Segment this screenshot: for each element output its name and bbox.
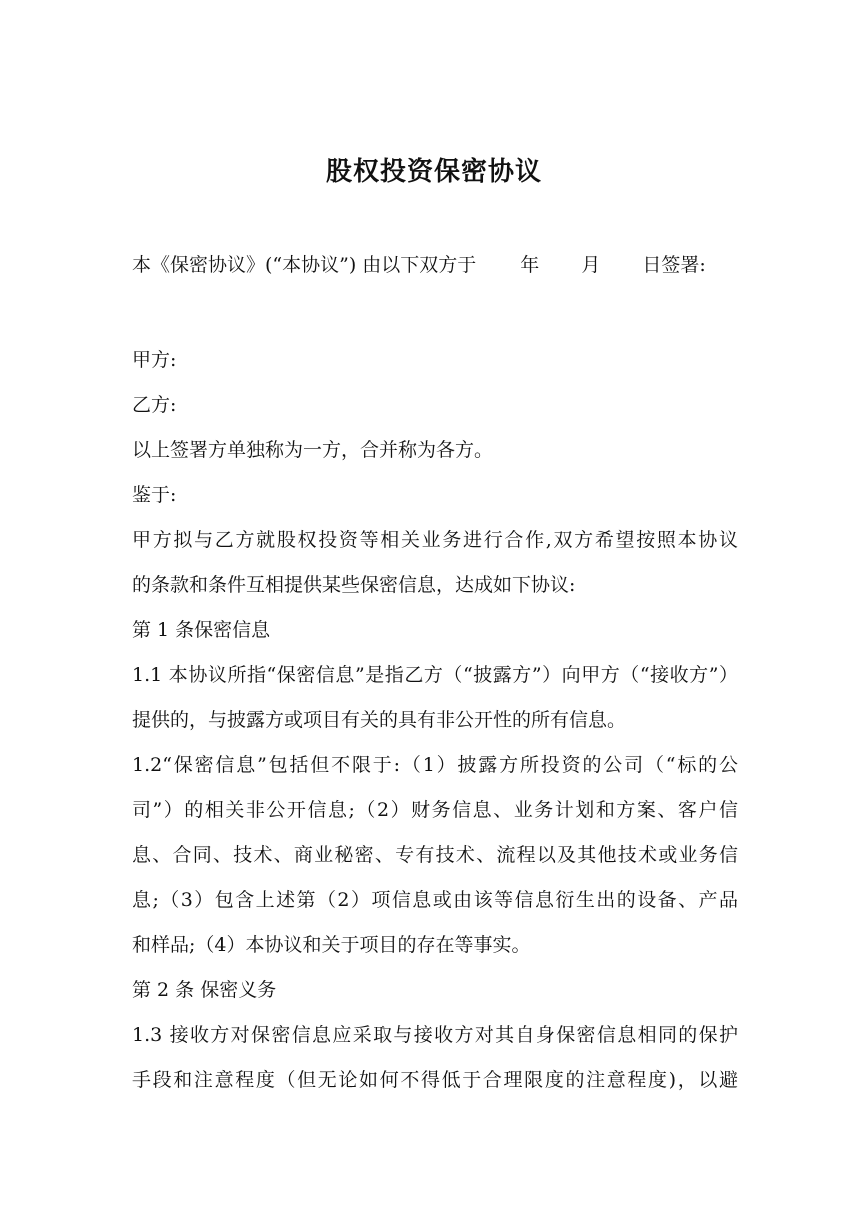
spacer	[132, 282, 738, 343]
whereas-label: 鉴于:	[132, 484, 177, 506]
date-blank-year	[476, 248, 520, 282]
clause-1-2-line: 1.2“保密信息”包括但不限于:（1）披露方所投资的公司（“标的公	[132, 754, 738, 776]
intro-month-label: 月	[581, 254, 601, 276]
document-body	[132, 248, 738, 1097]
clause-1-1-line: 1.1 本协议所指“保密信息”是指乙方（“披露方”）向甲方（“接收方”）	[132, 664, 738, 686]
clause-1-2-line: 和样品;（4）本协议和关于项目的存在等事实。	[132, 934, 531, 956]
parties-definition: 以上签署方单独称为一方，合并称为各方。	[132, 439, 494, 461]
date-blank-month	[539, 248, 581, 282]
clause-1-3-line: 手段和注意程度（但无论如何不得低于合理限度的注意程度)，以避	[132, 1069, 738, 1091]
recital-line: 甲方拟与乙方就股权投资等相关业务进行合作,双方希望按照本协议	[132, 529, 738, 551]
clause-1-2-line: 息;（3）包含上述第（2）项信息或由该等信息衍生出的设备、产品	[132, 889, 738, 911]
recital-line: 的条款和条件互相提供某些保密信息，达成如下协议:	[132, 574, 576, 596]
intro-day-sign-label: 日签署:	[642, 254, 706, 276]
clause-1-3-line: 1.3 接收方对保密信息应采取与接收方对其自身保密信息相同的保护	[132, 1024, 738, 1046]
document-title: 股权投资保密协议	[325, 157, 542, 187]
clause-1-2-line: 司”）的相关非公开信息;（2）财务信息、业务计划和方案、客户信	[132, 799, 738, 821]
article-2-heading: 第 2 条 保密义务	[132, 979, 277, 1001]
date-blank-day	[600, 248, 642, 282]
clause-1-2-line: 息、合同、技术、商业秘密、专有技术、流程以及其他技术或业务信	[132, 844, 738, 866]
intro-year-label: 年	[520, 254, 540, 276]
intro-line	[132, 248, 738, 282]
party-b-label: 乙方:	[132, 394, 177, 416]
article-1-heading: 第 1 条保密信息	[132, 619, 271, 641]
party-a-label: 甲方:	[132, 349, 177, 371]
intro-text: 本《保密协议》(“本协议”) 由以下双方于	[132, 254, 477, 276]
clause-1-1-line: 提供的，与披露方或项目有关的具有非公开性的所有信息。	[132, 709, 627, 731]
